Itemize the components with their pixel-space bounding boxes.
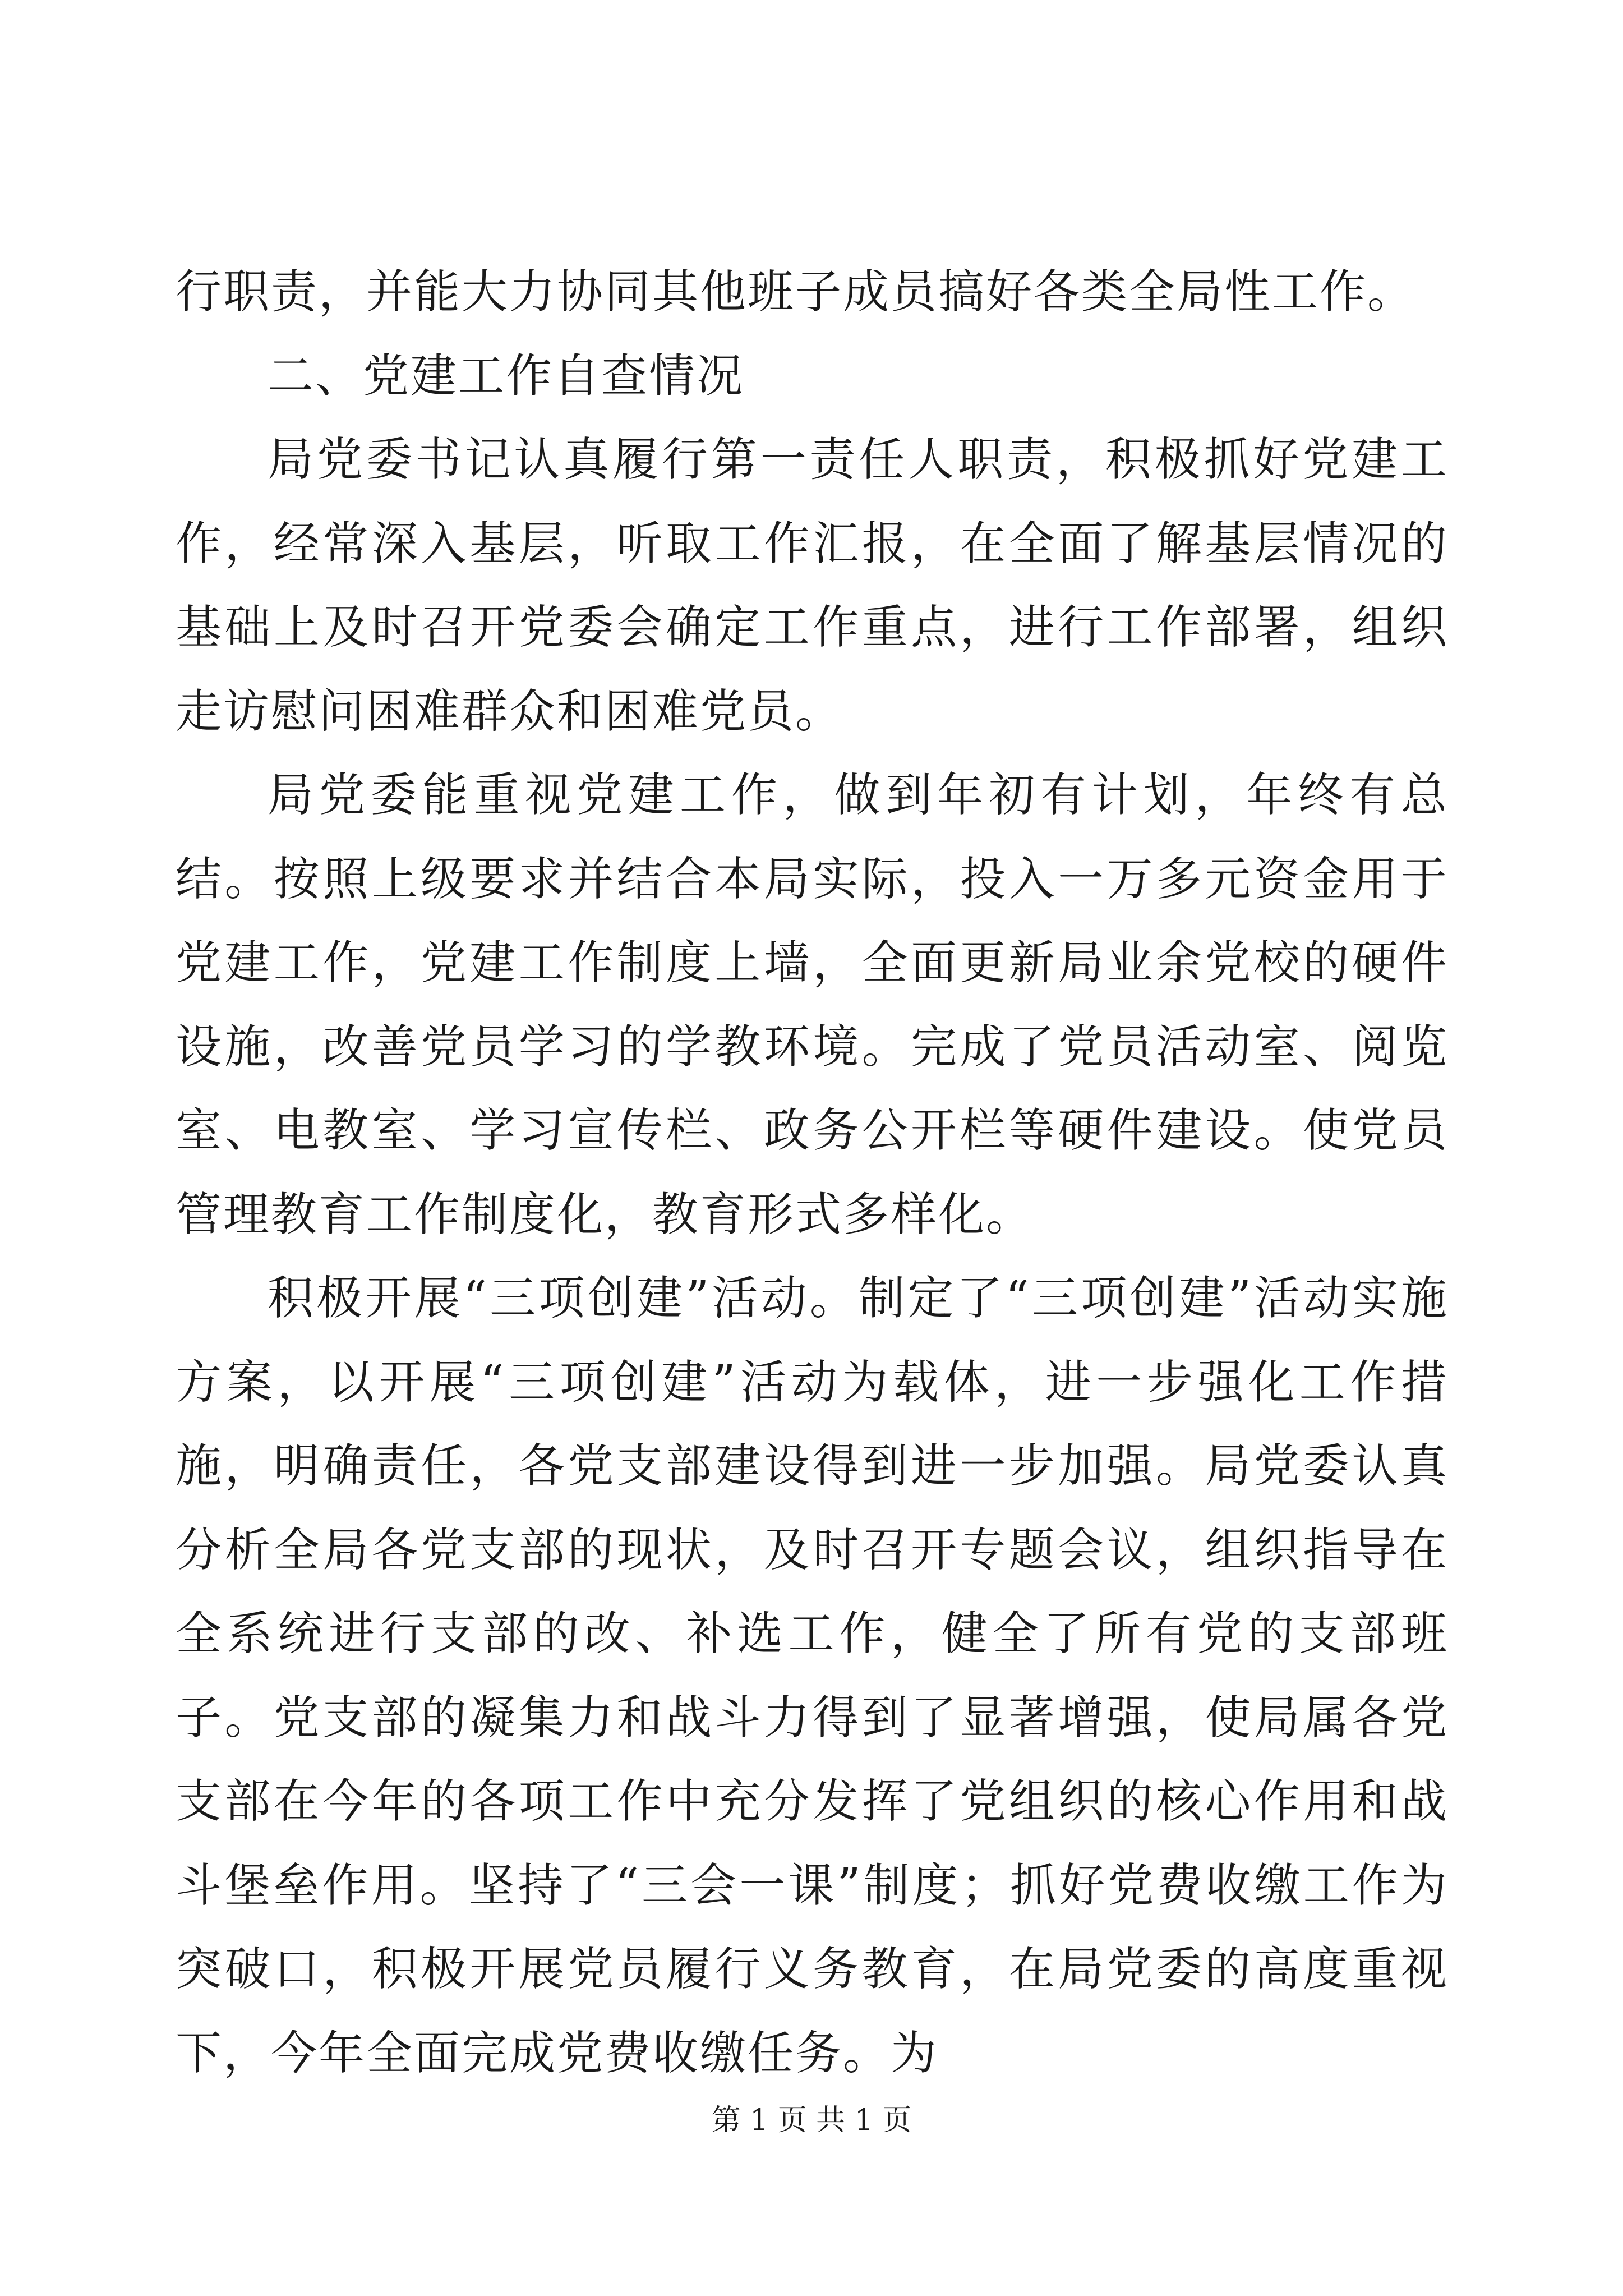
paragraph: 局党委能重视党建工作，做到年初有计划，年终有总结。按照上级要求并结合本局实际，投入一万多元资金用于党建工作，党建工作制度上墙，全面更新局业余党校的硬件设施，改善党员学习的学教环境。完成了党员活动室、阅览室、电教室、学习宣传栏、政务公开栏等硬件建设。使党员管理教育工作制度化，教育形式多样化。 <box>176 769 1449 1241</box>
paragraph-continued: 行职责，并能大力协同其他班子成员搞好各类全局性工作。 <box>176 265 1415 319</box>
section-heading: 二、党建工作自查情况 <box>268 349 745 403</box>
document-body <box>176 250 1449 2095</box>
paragraph: 局党委书记认真履行第一责任人职责，积极抓好党建工作，经常深入基层，听取工作汇报，在全面了解基层情况的基础上及时召开党委会确定工作重点，进行工作部署，组织走访慰问困难群众和困难党员。 <box>176 433 1449 738</box>
paragraph: 积极开展“三项创建”活动。制定了“三项创建”活动实施方案，以开展“三项创建”活动为载体，进一步强化工作措施，明确责任，各党支部建设得到进一步加强。局党委认真分析全局各党支部的现状，及时召开专题会议，组织指导在全系统进行支部的改、补选工作，健全了所有党的支部班子。党支部的凝集力和战斗力得到了显著增强，使局属各党支部在今年的各项工作中充分发挥了党组织的核心作用和战斗堡垒作用。坚持了“三会一课”制度；抓好党费收缴工作为突破口，积极开展党员履行义务教育，在局党委的高度重视下，今年全面完成党费收缴任务。为 <box>176 1272 1449 2080</box>
page-footer: 第 1 页 共 1 页 <box>711 2104 912 2137</box>
